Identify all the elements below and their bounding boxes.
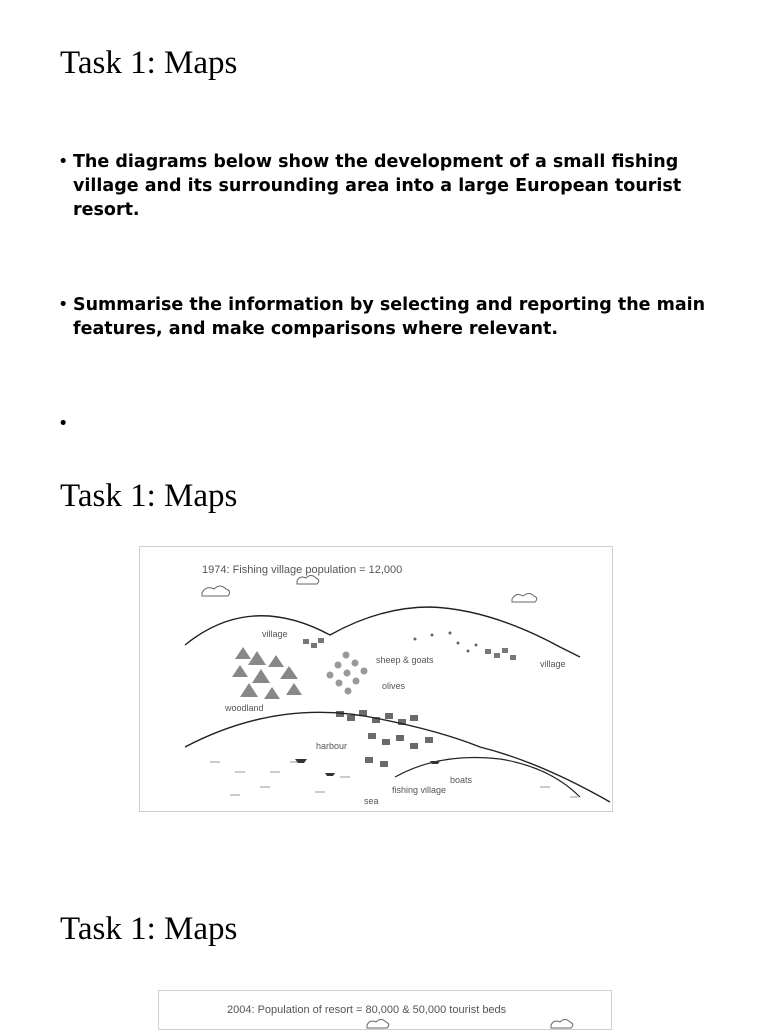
map-2004-illustration (159, 991, 611, 1030)
sheep-goats-dots (414, 632, 478, 653)
label-woodland: woodland (225, 703, 264, 713)
bullet-item: • Summarise the information by selecting and reporting the main features, and make comparisons where relevant. (58, 293, 738, 341)
label-sheep-goats: sheep & goats (376, 655, 434, 665)
label-fishing-village: fishing village (392, 785, 447, 795)
cloud-icon (202, 576, 537, 603)
slide-2-title: Task 1: Maps (60, 478, 238, 514)
fishing-village-buildings (336, 710, 433, 767)
slide-3-title: Task 1: Maps (60, 911, 238, 947)
label-sea: sea (364, 796, 379, 806)
label-harbour: harbour (316, 741, 348, 751)
olive-grove (327, 652, 368, 695)
map-1974-caption: 1974: Fishing village population = 12,000 (202, 564, 403, 576)
label-village-left: village (262, 629, 288, 639)
map-2004 (158, 990, 612, 1030)
woodland-trees (232, 647, 302, 699)
task-bullets (58, 150, 738, 412)
map-2004-caption: 2004: Population of resort = 80,000 & 50,000 tourist beds (227, 1004, 507, 1016)
map-1974-illustration (140, 547, 612, 811)
map-1974 (139, 546, 613, 812)
label-boats: boats (450, 775, 473, 785)
bullet-item: • The diagrams below show the development of a small fishing village and its surrounding area into a large European tourist resort. (58, 150, 738, 222)
slide-1-title: Task 1: Maps (60, 45, 238, 81)
label-village-right: village (540, 659, 566, 669)
label-olives: olives (382, 681, 406, 691)
